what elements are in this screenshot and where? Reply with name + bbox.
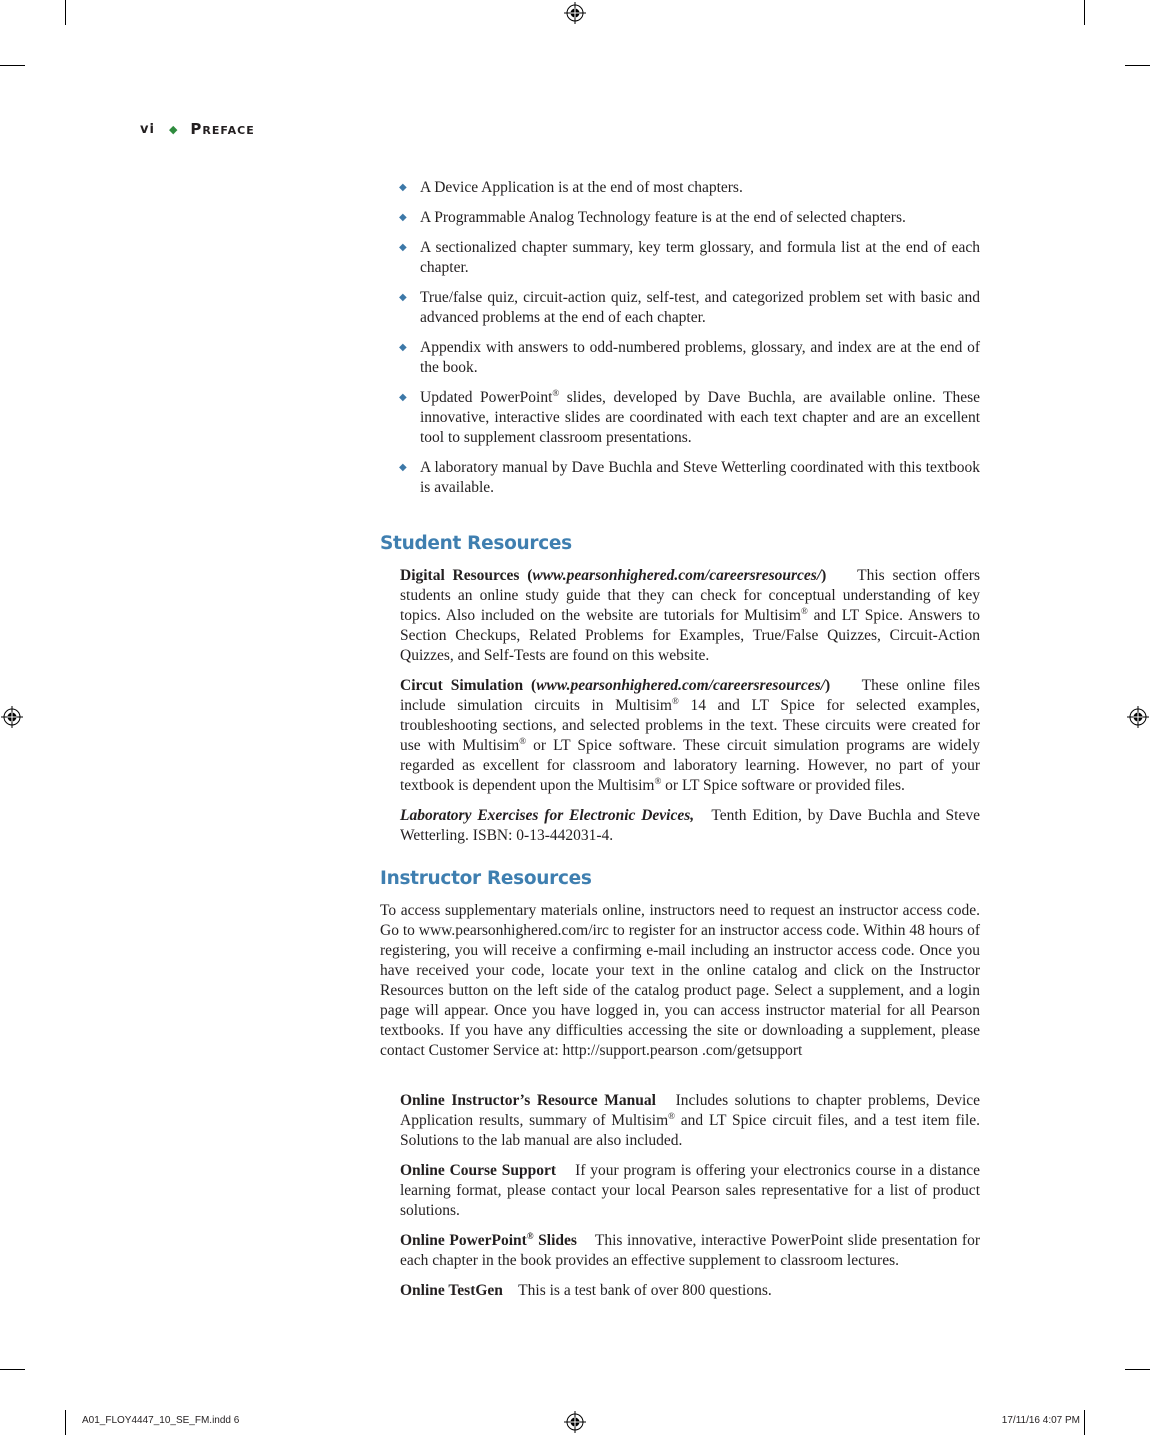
diamond-bullet-icon: ◆	[399, 342, 407, 353]
diamond-bullet-icon: ◆	[399, 182, 407, 193]
crop-mark	[1084, 1410, 1085, 1435]
crop-mark	[0, 1369, 25, 1370]
feature-list	[398, 178, 980, 508]
diamond-bullet-icon: ◆	[399, 462, 407, 473]
list-item: ◆ A laboratory manual by Dave Buchla and Steve Wetterling coordinated with this textbook is available.	[399, 459, 980, 496]
section-heading-student-resources: Student Resources	[380, 533, 572, 554]
resource-manual-paragraph: Online Instructor’s Resource Manual Includes solutions to chapter problems, Device Application results, summary of Multisim® and LT Spice circuit files, and a test item file. Solutions to the lab manual are also included.	[400, 1092, 981, 1149]
running-header	[140, 120, 255, 138]
diamond-bullet-icon: ◆	[399, 392, 407, 403]
crop-mark	[0, 65, 25, 66]
diamond-icon: ◆	[168, 122, 179, 136]
registration-mark-icon	[564, 1411, 586, 1433]
list-item: ◆ A Device Application is at the end of most chapters.	[399, 179, 743, 196]
course-support-paragraph: Online Course Support If your program is offering your electronics course in a distance learning format, please contact your local Pearson sales representative for a list of product solutions.	[400, 1162, 980, 1219]
list-item: ◆ A sectionalized chapter summary, key term glossary, and formula list at the end of each chapter.	[399, 239, 980, 276]
list-item: ◆ Updated PowerPoint® slides, developed by Dave Buchla, are available online. These innovative, interactive slides are coordinated with each text chapter and are an excellent tool to supplement classroom presentations.	[399, 388, 980, 446]
digital-resources-paragraph: Digital Resources (www.pearsonhighered.com/careersresources/) This section offers students an online study guide that they can check for conceptual understanding of key topics. Also included on the website are tutorials for Multisim® and LT Spice. Answers to Section Checkups, Related Problems for Examples, True/False Quizzes, Circuit-Action Quizzes, and Self-Tests are found on this website.	[400, 567, 981, 664]
crop-mark	[1125, 65, 1150, 66]
list-item: ◆ Appendix with answers to odd-numbered problems, glossary, and index are at the end of the book.	[399, 339, 980, 376]
powerpoint-slides-paragraph: Online PowerPoint® Slides This innovative, interactive PowerPoint slide presentation for each chapter in the book provides an effective supplement to classroom lectures.	[400, 1231, 980, 1269]
crop-mark	[65, 1410, 66, 1435]
list-item: ◆ A Programmable Analog Technology feature is at the end of selected chapters.	[399, 209, 906, 226]
circuit-simulation-paragraph: Circut Simulation (www.pearsonhighered.com/careersresources/) These online files include simulation circuits in Multisim® 14 and LT Spice for selected examples, troubleshooting sections, and selected problems in the text. These circuits were created for use with Multisim® or LT Spice software. These circuit simulation programs are widely regarded as excellent for classroom and laboratory learning. However, no part of your textbook is dependent upon the Multisim® or LT Spice software or provided files.	[400, 677, 980, 794]
lab-exercises-paragraph: Laboratory Exercises for Electronic Devices, Tenth Edition, by Dave Buchla and Steve Wetterling. ISBN: 0-13-442031-4.	[400, 807, 980, 844]
crop-mark	[65, 0, 66, 25]
instructor-intro-paragraph: To access supplementary materials online, instructors need to request an instructor access code. Go to www.pearsonhighered.com/irc to register for an instructor access code. Within 48 hours of registering, you will receive a confirming e-mail including an instructor access code. Once you have received your code, locate your text in the online catalog and click on the Instructor Resources button on the left side of the catalog product page. Select a supplement, and a login page will appear. Once you have logged in, you can access instructor material for all Pearson textbooks. If you have any difficulties accessing the site or downloading a supplement, please contact Customer Service at: http://support.pearson .com/getsupport	[380, 902, 980, 1059]
circuit-simulation-link[interactable]: www.pearsonhighered.com/careersresources/	[536, 677, 825, 694]
section-heading-instructor-resources: Instructor Resources	[380, 868, 592, 889]
diamond-bullet-icon: ◆	[399, 292, 407, 303]
diamond-bullet-icon: ◆	[399, 242, 407, 253]
diamond-bullet-icon: ◆	[399, 212, 407, 223]
footer-file-slug: A01_FLOY4447_10_SE_FM.indd 6	[82, 1415, 240, 1426]
page-number: vi	[140, 121, 155, 137]
crop-mark	[1125, 1369, 1150, 1370]
registration-mark-icon	[1, 706, 23, 728]
list-item: ◆ True/false quiz, circuit-action quiz, self-test, and categorized problem set with basic and advanced problems at the end of each chapter.	[399, 289, 980, 326]
testgen-paragraph: Online TestGen This is a test bank of over 800 questions.	[400, 1282, 772, 1299]
header-title: Preface	[190, 120, 255, 138]
registration-mark-icon	[1127, 706, 1149, 728]
digital-resources-link[interactable]: www.pearsonhighered.com/careersresources/	[532, 567, 822, 584]
crop-mark	[1084, 0, 1085, 25]
registration-mark-icon	[564, 2, 586, 24]
footer-date-slug: 17/11/16 4:07 PM	[1001, 1415, 1080, 1426]
